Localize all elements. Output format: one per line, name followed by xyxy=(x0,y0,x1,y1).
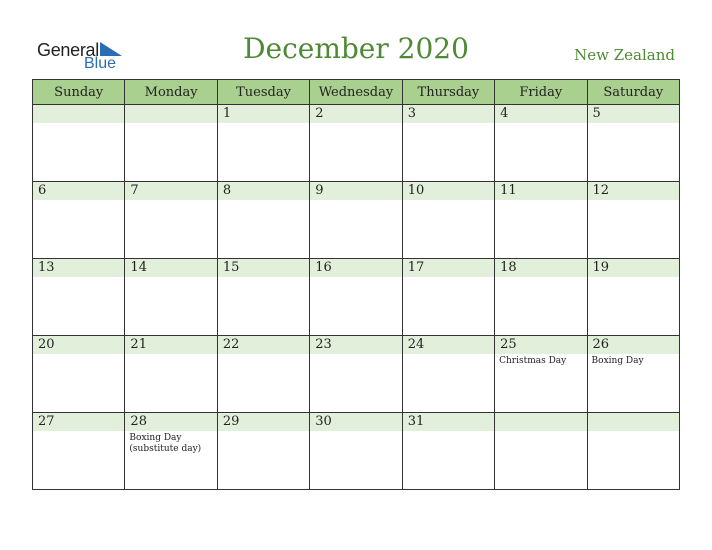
day-cell xyxy=(495,336,587,413)
day-cell xyxy=(495,105,587,182)
day-number: 27 xyxy=(33,413,124,431)
page-title: December 2020 xyxy=(243,32,469,65)
day-cell xyxy=(310,182,402,259)
weekday-header-thursday: Thursday xyxy=(402,80,494,105)
day-number xyxy=(588,413,679,431)
day-number: 3 xyxy=(403,105,494,123)
day-cell xyxy=(33,182,125,259)
day-cell xyxy=(217,336,309,413)
day-number: 1 xyxy=(218,105,309,123)
day-cell xyxy=(33,105,125,182)
day-cell xyxy=(587,413,679,490)
day-number: 9 xyxy=(310,182,401,200)
calendar-body xyxy=(33,105,680,490)
day-number: 7 xyxy=(125,182,216,200)
day-cell xyxy=(125,182,217,259)
day-cell xyxy=(217,413,309,490)
day-cell xyxy=(125,413,217,490)
country-label: New Zealand xyxy=(574,46,675,64)
week-row xyxy=(33,182,680,259)
day-cell xyxy=(33,413,125,490)
day-cell xyxy=(33,259,125,336)
calendar-grid xyxy=(32,79,680,490)
day-number: 6 xyxy=(33,182,124,200)
day-number xyxy=(125,105,216,123)
day-number: 14 xyxy=(125,259,216,277)
day-cell xyxy=(402,336,494,413)
day-number: 29 xyxy=(218,413,309,431)
logo-text-blue: Blue xyxy=(84,55,117,72)
day-number: 17 xyxy=(403,259,494,277)
week-row xyxy=(33,105,680,182)
day-cell xyxy=(587,105,679,182)
day-number: 15 xyxy=(218,259,309,277)
day-cell xyxy=(217,259,309,336)
day-cell xyxy=(495,182,587,259)
day-number: 2 xyxy=(310,105,401,123)
day-cell xyxy=(587,259,679,336)
day-number: 31 xyxy=(403,413,494,431)
day-cell xyxy=(310,413,402,490)
day-number: 16 xyxy=(310,259,401,277)
day-number: 24 xyxy=(403,336,494,354)
weekday-header-tuesday: Tuesday xyxy=(217,80,309,105)
day-cell xyxy=(125,259,217,336)
day-cell xyxy=(495,259,587,336)
week-row xyxy=(33,336,680,413)
day-cell xyxy=(310,336,402,413)
day-cell xyxy=(310,105,402,182)
day-number: 13 xyxy=(33,259,124,277)
weekday-header-friday: Friday xyxy=(495,80,587,105)
day-number: 18 xyxy=(495,259,586,277)
day-number: 22 xyxy=(218,336,309,354)
day-cell xyxy=(125,105,217,182)
week-row xyxy=(33,259,680,336)
day-cell xyxy=(125,336,217,413)
day-number: 21 xyxy=(125,336,216,354)
day-number: 19 xyxy=(588,259,679,277)
day-number xyxy=(33,105,124,123)
day-number: 25 xyxy=(495,336,586,354)
weekday-header-sunday: Sunday xyxy=(33,80,125,105)
day-number: 8 xyxy=(218,182,309,200)
day-number: 11 xyxy=(495,182,586,200)
day-number: 10 xyxy=(403,182,494,200)
day-cell xyxy=(402,259,494,336)
day-cell xyxy=(402,105,494,182)
day-cell xyxy=(33,336,125,413)
weekday-header-row xyxy=(33,80,680,105)
holiday-label: Boxing Day xyxy=(591,356,644,366)
logo-text-general: General xyxy=(37,40,99,60)
weekday-header-monday: Monday xyxy=(125,80,217,105)
day-number: 26 xyxy=(588,336,679,354)
holiday-label: Boxing Day (substitute day) xyxy=(129,433,202,454)
holiday-label: Christmas Day xyxy=(499,356,567,366)
day-cell xyxy=(587,336,679,413)
day-cell xyxy=(587,182,679,259)
day-number xyxy=(495,413,586,431)
day-number: 12 xyxy=(588,182,679,200)
day-cell xyxy=(402,182,494,259)
weekday-header-wednesday: Wednesday xyxy=(310,80,402,105)
day-cell xyxy=(495,413,587,490)
day-number: 5 xyxy=(588,105,679,123)
day-cell xyxy=(310,259,402,336)
week-row xyxy=(33,413,680,490)
weekday-header-saturday: Saturday xyxy=(587,80,679,105)
day-number: 4 xyxy=(495,105,586,123)
day-cell xyxy=(217,182,309,259)
day-number: 28 xyxy=(125,413,216,431)
day-number: 30 xyxy=(310,413,401,431)
day-number: 20 xyxy=(33,336,124,354)
day-cell xyxy=(402,413,494,490)
day-number: 23 xyxy=(310,336,401,354)
day-cell xyxy=(217,105,309,182)
